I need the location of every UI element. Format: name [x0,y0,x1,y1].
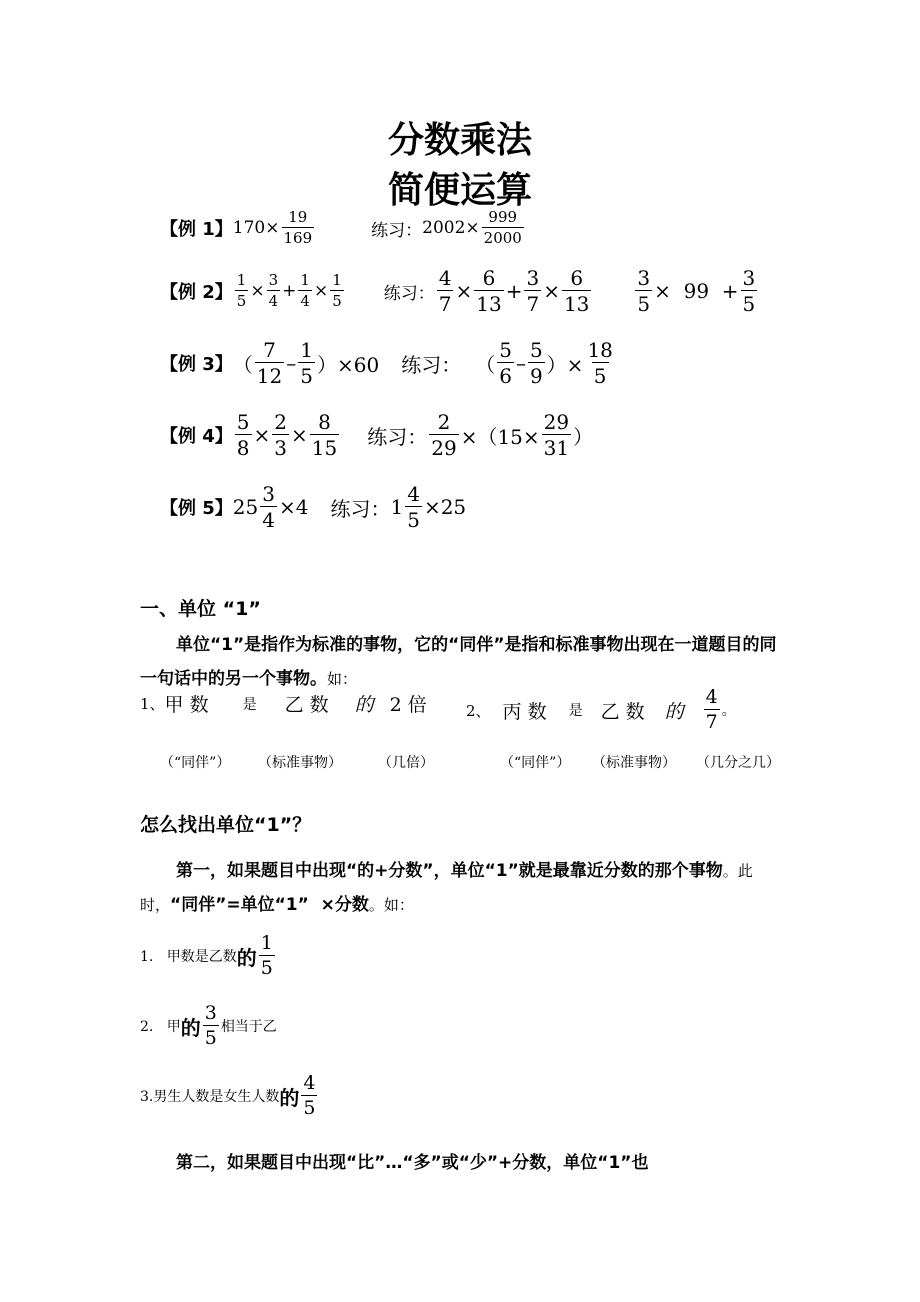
fraction: $\frac{19}{169}$ [283,208,313,247]
expression: 2002× [422,218,480,238]
expression: ）×60 [316,352,380,377]
list-item [140,1004,277,1048]
section-paragraph [140,854,782,922]
word: 的 [354,694,374,716]
punctuation: 。 [721,703,736,719]
note: （标准事物） [258,755,342,771]
paragraph-tail: 如： [327,670,358,688]
fraction: $\frac{1}{5}$ [332,271,342,310]
note: （“同伴”） [160,755,231,771]
word: 乙 数 [600,700,645,723]
paragraph-text: 。此时， [140,862,753,914]
note: （几倍） [378,755,434,771]
paragraph-text: 第一，如果题目中出现“的+分数”，单位“1”就是最靠近分数的那个事物 [176,861,723,881]
expression: ×（15× [460,424,540,449]
example-5 [160,484,466,530]
fraction: $\frac{5}{8}$ [236,410,250,460]
page-subtitle: 简便运算 [387,170,532,211]
fraction: $\frac{3}{7}$ [526,266,540,316]
word: 的 [180,1015,201,1040]
word: 的 [236,945,257,970]
example-1 [160,210,526,246]
paragraph-text: 第二，如果题目中出现“比”…“多”或“少”+分数，单位“1”也 [176,1153,649,1173]
fraction: $\frac{29}{31}$ [543,410,570,460]
sentence-example-2 [466,688,736,732]
expression: ×25 [423,495,467,519]
fraction: $\frac{1}{4}$ [300,271,310,310]
sentence-example-1 [140,690,427,717]
item-text: 3.男生人数是女生人数 [140,1089,280,1105]
fraction: $\frac{4}{5}$ [407,482,420,532]
item-number: 1、 [140,695,165,713]
word: 是 [568,703,583,719]
fraction: $\frac{6}{13}$ [476,266,502,316]
fraction: $\frac{1}{5}$ [260,932,273,979]
section-heading: 怎么找出单位“1”？ [140,814,312,836]
list-item [140,1074,319,1118]
example-label: 【例 5】 [160,498,233,519]
example-2: 【例 2】 $\frac{1}{5}$ × $\frac{3}{4}$ + $\frac{1}{4}$ × $\frac{1}{5}$ 练习： $\frac{4}{7}$ × $\frac{6}{13}$ + $\frac{3}{7}$ × $\frac{6}{13}$ $\frac{3}{5}$ × 99 + $\frac{3}{5}$ [160,266,756,316]
practice-label: 练习： [330,496,391,521]
word: 2 倍 [389,694,427,716]
fraction: $\frac{3}{5}$ [637,266,651,316]
example-label: 【例 4】 [160,426,233,447]
word: 乙 数 [284,694,329,716]
fraction: $\frac{5}{6}$ [499,338,512,388]
list-item [140,934,277,978]
fraction: $\frac{4}{7}$ [705,686,718,733]
example-label: 【例 3】 [160,354,233,375]
practice-label: 练习： [383,283,435,304]
item-text: 相当于乙 [220,1019,277,1035]
paragraph-text: 单位“1”是指作为标准的事物，它的“同伴”是指和标准事物出现在一道题目的同一句话中的另一个事物。 [140,635,777,689]
expression: 170× [232,218,280,238]
fraction: $\frac{3}{5}$ [204,1002,217,1049]
fraction: $\frac{2}{3}$ [274,410,288,460]
section-paragraph [140,628,782,696]
practice-label: 练习： [371,220,423,241]
fraction: $\frac{3}{5}$ [742,266,756,316]
fraction: $\frac{7}{12}$ [256,338,283,388]
fraction: $\frac{18}{5}$ [587,338,613,388]
item-text: 1. 甲数是乙数 [140,949,237,965]
section-paragraph [140,1146,782,1180]
item-number: 2、 [466,701,491,720]
example-label: 【例 2】 [160,282,233,303]
expression: 1 [390,495,404,519]
expression: ） [573,424,594,449]
paragraph-text: “同伴”=单位“1” ×分数 [170,895,369,915]
fraction: $\frac{6}{13}$ [563,266,590,316]
fraction: $\frac{3}{4}$ [268,271,279,310]
fraction: $\frac{1}{5}$ [300,338,313,388]
expression: 25 [232,495,259,519]
fraction: $\frac{999}{2000}$ [483,208,522,247]
word: 的 [279,1085,300,1110]
note: （标准事物） [592,755,676,771]
word: 甲 数 [164,694,209,716]
fraction: $\frac{4}{5}$ [303,1072,316,1119]
practice-label: 练习： [401,352,462,377]
item-text: 2. 甲 [140,1019,181,1035]
paragraph-text: 。如： [368,896,414,914]
word: 丙 数 [502,700,547,723]
fraction: $\frac{8}{15}$ [311,410,338,460]
fraction: $\frac{1}{5}$ [236,271,247,310]
note: （几分之几） [696,755,780,771]
fraction: $\frac{2}{29}$ [431,410,457,460]
example-4: 【例 4】 $\frac{5}{8}$ × $\frac{2}{3}$ × $\frac{8}{15}$ 练习： $\frac{2}{29}$ ×（15× $\frac{29}{31}$ ） [160,410,594,460]
fraction: $\frac{3}{4}$ [262,482,275,532]
section-heading: 一、单位 “1” [140,598,261,620]
page-title: 分数乘法 [387,120,532,161]
expression: × 99 + [654,279,739,303]
fraction: $\frac{5}{9}$ [529,338,543,388]
word: 是 [242,696,257,713]
fraction: $\frac{4}{7}$ [438,266,452,316]
word: 的 [664,700,684,723]
note: （“同伴”） [500,755,571,771]
expression: ×4 [278,495,309,519]
example-label: 【例 1】 [160,219,233,240]
practice-label: 练习： [367,424,428,449]
example-3: 【例 3】 （ $\frac{7}{12}$ – $\frac{1}{5}$ ）×60 练习： （ $\frac{5}{6}$ – $\frac{5}{9}$ ）× $\frac{18}{5}$ [160,338,613,388]
